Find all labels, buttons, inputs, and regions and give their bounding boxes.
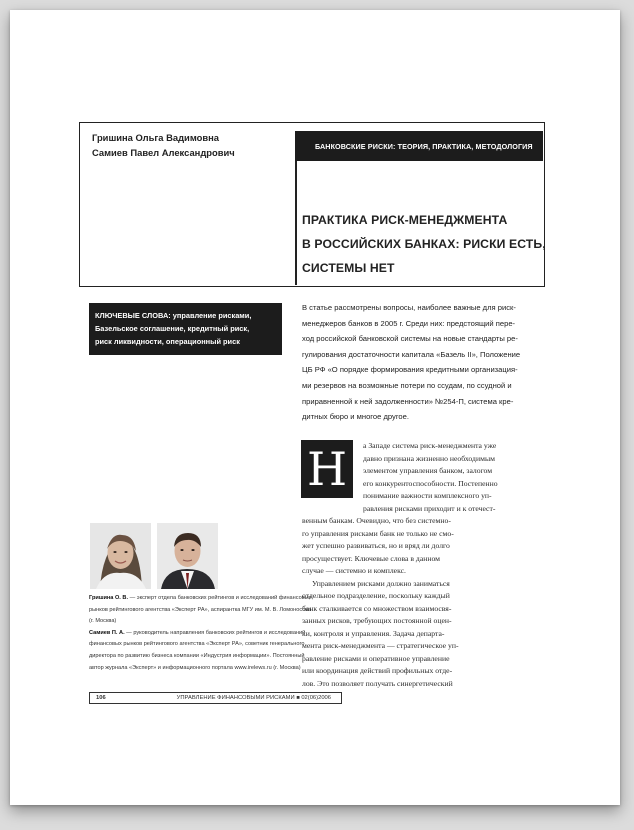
body-line: Управлением рисками должно заниматься: [312, 578, 450, 588]
author-photo-samiev: [157, 523, 218, 589]
keywords-line: КЛЮЧЕВЫЕ СЛОВА: управление рисками,: [95, 311, 252, 320]
keywords-box: [89, 303, 282, 355]
title-line: СИСТЕМЫ НЕТ: [302, 261, 395, 275]
abstract-line: ми резервов на возможные потери по ссудам, по ссудной и: [302, 380, 512, 390]
abstract: [302, 300, 547, 425]
body-line: отдельное подразделение, поскольку каждый: [302, 591, 450, 600]
bio-name: Самиев П. А.: [89, 629, 125, 636]
author-bios: [89, 593, 339, 674]
body-line: ки, контроля и управления. Задача департа-: [302, 628, 445, 638]
author-photo-grishina: [90, 523, 151, 589]
keywords-line: Базельское соглашение, кредитный риск,: [95, 324, 250, 333]
body-line: случае — системно и комплекс.: [302, 566, 406, 575]
body-line: мента риск-менеджмента — стратегическое уп-: [302, 641, 459, 650]
abstract-line: ход российской банковской системы на новые стандарты ре-: [302, 334, 518, 344]
title-line: В РОССИЙСКИХ БАНКАХ: РИСКИ ЕСТЬ,: [302, 237, 546, 251]
body-line: равления рисками приходит и к отечест-: [363, 503, 496, 513]
body-line: банк сталкивается со множеством взаимосвя-: [302, 603, 452, 613]
article-title: [302, 208, 546, 280]
body-line: понимание важности комплексного уп-: [363, 491, 492, 500]
bio-line: (г. Москва): [89, 618, 117, 625]
journal-title: УПРАВЛЕНИЕ ФИНАНСОВЫМИ РИСКАМИ ■ 02(06)2006: [176, 694, 331, 701]
bio-line: автор журнала «Эксперт» и информационного портала www.irelews.ru (г. Москва): [89, 664, 301, 671]
author-names: [92, 131, 235, 160]
body-line: занных рисков, требующих постоянной оцен-: [302, 616, 452, 625]
body-line: жет успешно развиваться, но и вряд ли долго: [302, 541, 450, 550]
author-name-2: Самиев Павел Александрович: [92, 146, 235, 158]
page-footer: [89, 692, 342, 704]
vertical-divider: [295, 161, 297, 285]
bio-line: финансовых рынков рейтингового агентства «Эксперт РА», советник генерального: [89, 641, 305, 648]
author-name-1: Гришина Ольга Вадимовна: [92, 132, 219, 143]
body-line: или координация действий профильных отде-: [302, 666, 453, 675]
body-line: го управления рисками банк не только не смо-: [302, 528, 454, 538]
abstract-line: В статье рассмотрены вопросы, наиболее важные для риск-: [302, 303, 516, 312]
bio-text: — эксперт отдела банковских рейтингов и исследований финансовых: [128, 595, 312, 601]
body-line: лов. Это позволяет получать синергетический: [302, 678, 453, 688]
body-line: просуществует. Ключевые слова в данном: [302, 553, 441, 563]
abstract-line: дитных бюро и многое другое.: [302, 412, 409, 422]
keywords-line: риск ликвидности, операционный риск: [95, 337, 240, 346]
abstract-line: приравненной к ней задолженности» №254-П, система кре-: [302, 396, 514, 406]
bio-name: Гришина О. В.: [89, 595, 129, 601]
bio-samiev-line: [89, 628, 339, 640]
body-line: его конкурентоспособности. Постепенно: [363, 478, 498, 488]
title-line: ПРАКТИКА РИСК-МЕНЕДЖМЕНТА: [302, 213, 508, 227]
body-line: равление рисками и оперативное управление: [302, 653, 450, 663]
page-number: 106: [96, 694, 106, 701]
abstract-line: ЦБ РФ «О порядке формирования кредитными организация-: [302, 365, 518, 375]
body-line: а Западе система риск-менеджмента уже: [363, 441, 497, 450]
body-line: элементом управления банком, залогом: [363, 466, 493, 475]
rubric-banner: БАНКОВСКИЕ РИСКИ: ТЕОРИЯ, ПРАКТИКА, МЕТОДОЛОГИЯ: [295, 131, 543, 161]
abstract-line: гулирования достаточности капитала «Базель II», Положение: [302, 349, 521, 359]
bio-line: рынков рейтингового агентства «Эксперт РА», аспирантка МГУ им. М. В. Ломоносова: [89, 606, 312, 613]
bio-line: директора по развитию бизнеса компании «Индустрия информации». Постоянный: [89, 652, 305, 659]
body-line: давно признана жизненно необходимым: [363, 453, 495, 463]
drop-cap: Н: [301, 440, 353, 498]
body-line: венным банкам. Очевидно, что без системно-: [302, 516, 451, 525]
bio-grishina-line: [89, 593, 339, 605]
abstract-line: менеджеров банков в 2005 г. Среди них: предстоящий пере-: [302, 318, 516, 328]
bio-text: — руководитель направления банковских рейтингов и исследований: [124, 629, 306, 636]
